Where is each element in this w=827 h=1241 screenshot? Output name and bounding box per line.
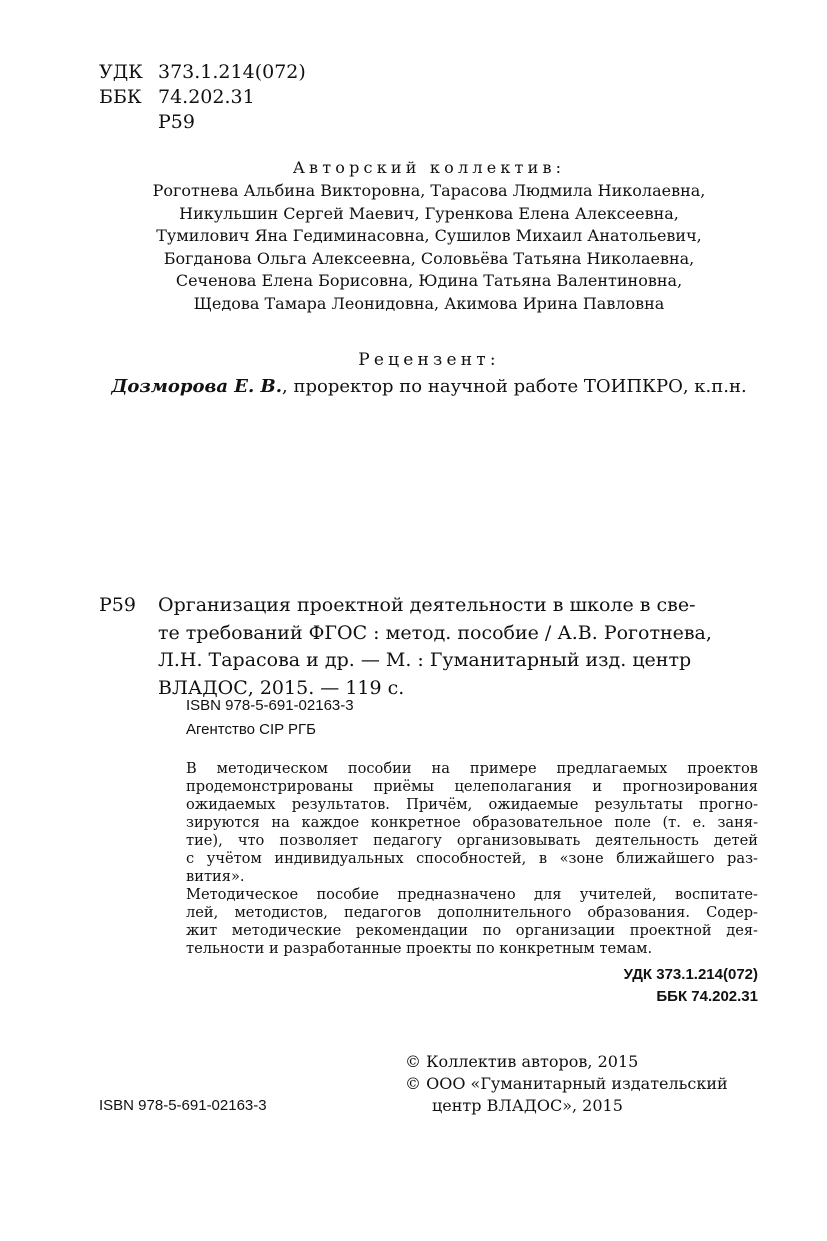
annotation-line: зируются на каждое конкретное образовательное поле (т. е. заня- [186, 814, 758, 831]
copyright-publisher-cont: центр ВЛАДОС», 2015 [432, 1096, 623, 1115]
authors-line: Тумилович Яна Гедиминасовна, Сушилов Михаил Анатольевич, [156, 226, 702, 246]
annotation-bbk: ББК 74.202.31 [656, 988, 758, 1005]
record-isbn: ISBN 978-5-691-02163-3 [186, 697, 354, 714]
record-line: ВЛАДОС, 2015. — 119 с. [158, 676, 405, 699]
annotation-line: В методическом пособии на примере предлагаемых проектов [186, 760, 758, 777]
reviewer-line [0, 376, 827, 397]
authors-list [0, 180, 827, 316]
authors-line: Никульшин Сергей Маевич, Гуренкова Елена Алексеевна, [179, 203, 679, 223]
authors-line: Щедова Тамара Леонидовна, Акимова Ирина Павловна [193, 293, 665, 313]
annotation-line: лей, методистов, педагогов дополнительного образования. Содер- [186, 904, 758, 921]
annotation-line: тельности и разработанные проекты по конкретным темам. [186, 940, 653, 957]
record-body [158, 592, 760, 702]
annotation-line: продемонстрированы приёмы целеполагания и прогнозирования [186, 778, 758, 795]
authors-heading: Авторский коллектив: [292, 158, 566, 177]
udk-label: УДК [99, 61, 143, 83]
annotation-line: вития». [186, 868, 245, 885]
udk-value: 373.1.214(072) [158, 61, 306, 83]
record-code: Р59 [99, 594, 136, 616]
reviewer-position: , проректор по научной работе ТОИПКРО, к.п.н. [282, 376, 747, 397]
annotation-line: тие), что позволяет педагогу организовывать деятельность детей [186, 832, 758, 849]
annotation [186, 760, 758, 958]
annotation-line: жит методические рекомендации по организации проектной дея- [186, 922, 758, 939]
copyright-authors: © Коллектив авторов, 2015 [405, 1052, 639, 1071]
authors-line: Богданова Ольга Алексеевна, Соловьёва Татьяна Николаевна, [163, 248, 695, 268]
annotation-line: с учётом индивидуальных способностей, в «зоне ближайшего раз- [186, 850, 758, 867]
reviewer-name: Дозморова Е. В. [111, 376, 283, 397]
author-sign: Р59 [158, 111, 195, 133]
copyright-publisher: © ООО «Гуманитарный издательский [405, 1074, 728, 1093]
bottom-isbn: ISBN 978-5-691-02163-3 [99, 1097, 267, 1114]
annotation-line: ожидаемых результатов. Причём, ожидаемые результаты прогно- [186, 796, 758, 813]
record-line: Л.Н. Тарасова и др. — М. : Гуманитарный изд. центр [158, 649, 692, 671]
annotation-line: Методическое пособие предназначено для учителей, воспитате- [186, 886, 758, 903]
bbk-label: ББК [99, 86, 142, 108]
annotation-udk: УДК 373.1.214(072) [623, 966, 758, 983]
reviewer-heading: Рецензент: [358, 350, 500, 370]
authors-line: Сеченова Елена Борисовна, Юдина Татьяна Валентиновна, [175, 271, 683, 291]
authors-line: Роготнева Альбина Викторовна, Тарасова Людмила Николаевна, [152, 181, 706, 200]
record-line: Организация проектной деятельности в школе в све- [158, 594, 696, 616]
bbk-value: 74.202.31 [158, 86, 255, 108]
record-line: те требований ФГОС : метод. пособие / А.В. Роготнева, [158, 621, 712, 644]
record-agency: Агентство CIP РГБ [186, 721, 317, 738]
